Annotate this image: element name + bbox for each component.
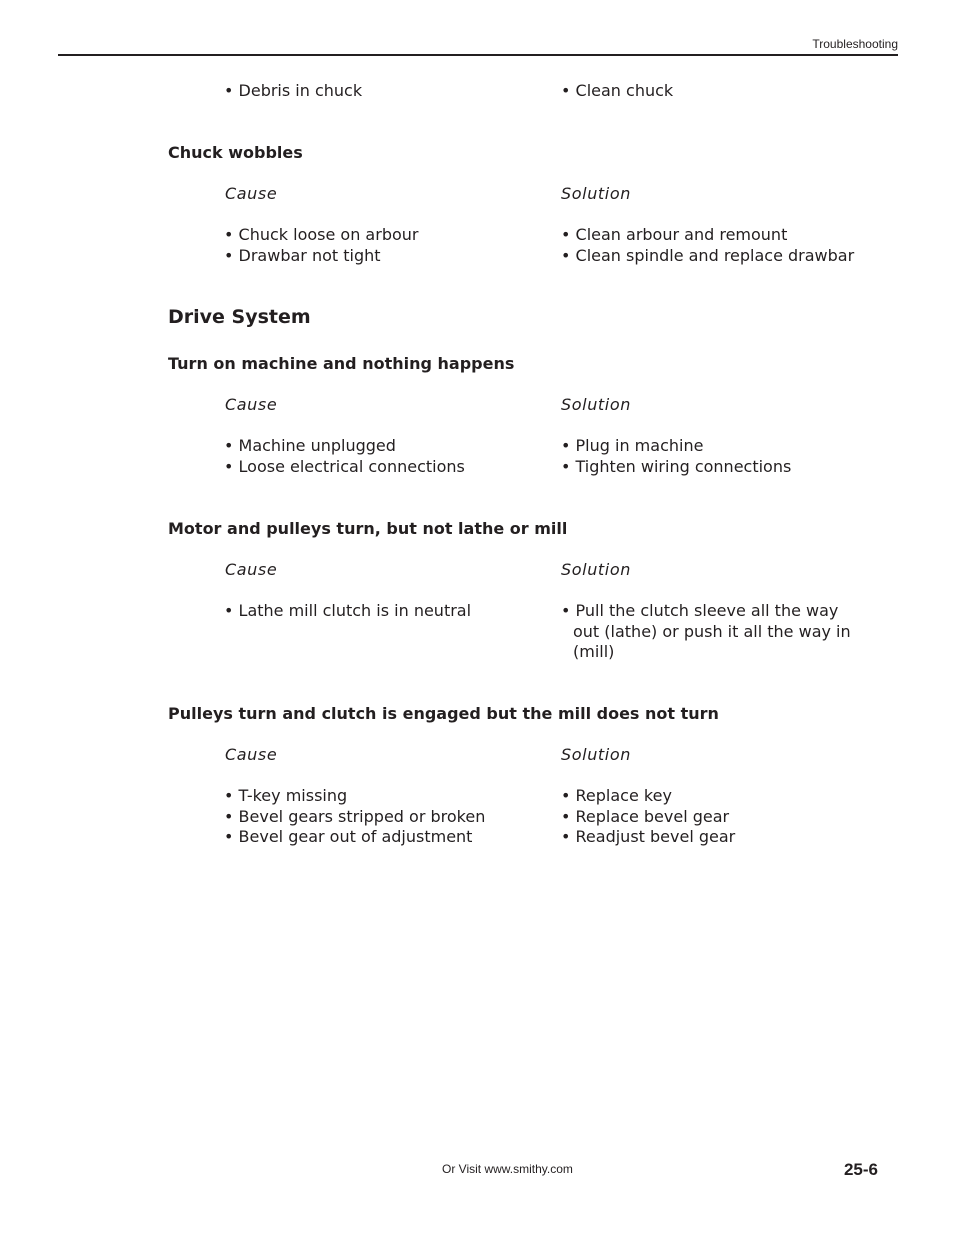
solution-item: • Plug in machine bbox=[561, 436, 704, 455]
cause-column-label: Cause bbox=[225, 560, 278, 579]
cause-column-label: Cause bbox=[225, 745, 278, 764]
solution-item: • Replace bevel gear bbox=[561, 806, 730, 826]
cause-item: • Debris in chuck bbox=[224, 81, 363, 100]
header-rule bbox=[58, 54, 898, 56]
subsection-title-chuck-wobbles: Chuck wobbles bbox=[168, 143, 303, 162]
page-number: 25-6 bbox=[843, 1160, 878, 1179]
cause-list bbox=[224, 436, 465, 477]
footer-website-link[interactable]: Or Visit www.smithy.com bbox=[442, 1162, 573, 1176]
solution-column-label: Solution bbox=[561, 560, 631, 579]
solution-column-label: Solution bbox=[561, 745, 631, 764]
cause-item: • Chuck loose on arbour bbox=[224, 225, 419, 244]
solution-item: • Readjust bevel gear bbox=[561, 827, 736, 847]
cause-item: • Loose electrical connections bbox=[224, 456, 465, 476]
cause-item: • Lathe mill clutch is in neutral bbox=[224, 601, 472, 620]
solution-column-label: Solution bbox=[561, 395, 631, 414]
cause-column-label: Cause bbox=[225, 395, 278, 414]
solution-column-label: Solution bbox=[561, 184, 631, 203]
cause-column-label: Cause bbox=[225, 184, 278, 203]
cause-list bbox=[224, 786, 485, 848]
cause-item: • Bevel gear out of adjustment bbox=[224, 827, 473, 847]
subsection-title-nothing-happens: Turn on machine and nothing happens bbox=[168, 354, 515, 373]
solution-item: • Clean chuck bbox=[561, 81, 674, 100]
section-title-drive-system: Drive System bbox=[168, 306, 311, 328]
solution-list bbox=[561, 225, 854, 266]
solution-list bbox=[561, 786, 735, 848]
solution-item: • Tighten wiring connections bbox=[561, 456, 792, 476]
solution-item: • Clean spindle and replace drawbar bbox=[561, 245, 855, 265]
cause-item: • Drawbar not tight bbox=[224, 245, 381, 265]
subsection-title-pulleys-engaged: Pulleys turn and clutch is engaged but the mill does not turn bbox=[168, 704, 719, 723]
cause-item: • Machine unplugged bbox=[224, 436, 396, 455]
cause-item: • T-key missing bbox=[224, 786, 348, 805]
solution-item: • Replace key bbox=[561, 786, 672, 805]
cause-item: • Bevel gears stripped or broken bbox=[224, 806, 486, 826]
solution-item: • Clean arbour and remount bbox=[561, 225, 788, 244]
subsection-title-motor-pulleys: Motor and pulleys turn, but not lathe or mill bbox=[168, 519, 568, 538]
solution-item: • Pull the clutch sleeve all the way out (lathe) or push it all the way in (mill) bbox=[561, 601, 851, 662]
solution-list bbox=[561, 436, 791, 477]
cause-list bbox=[224, 225, 418, 266]
running-head: Troubleshooting bbox=[812, 37, 898, 51]
solution-list bbox=[561, 601, 863, 663]
cause-list bbox=[224, 601, 471, 622]
